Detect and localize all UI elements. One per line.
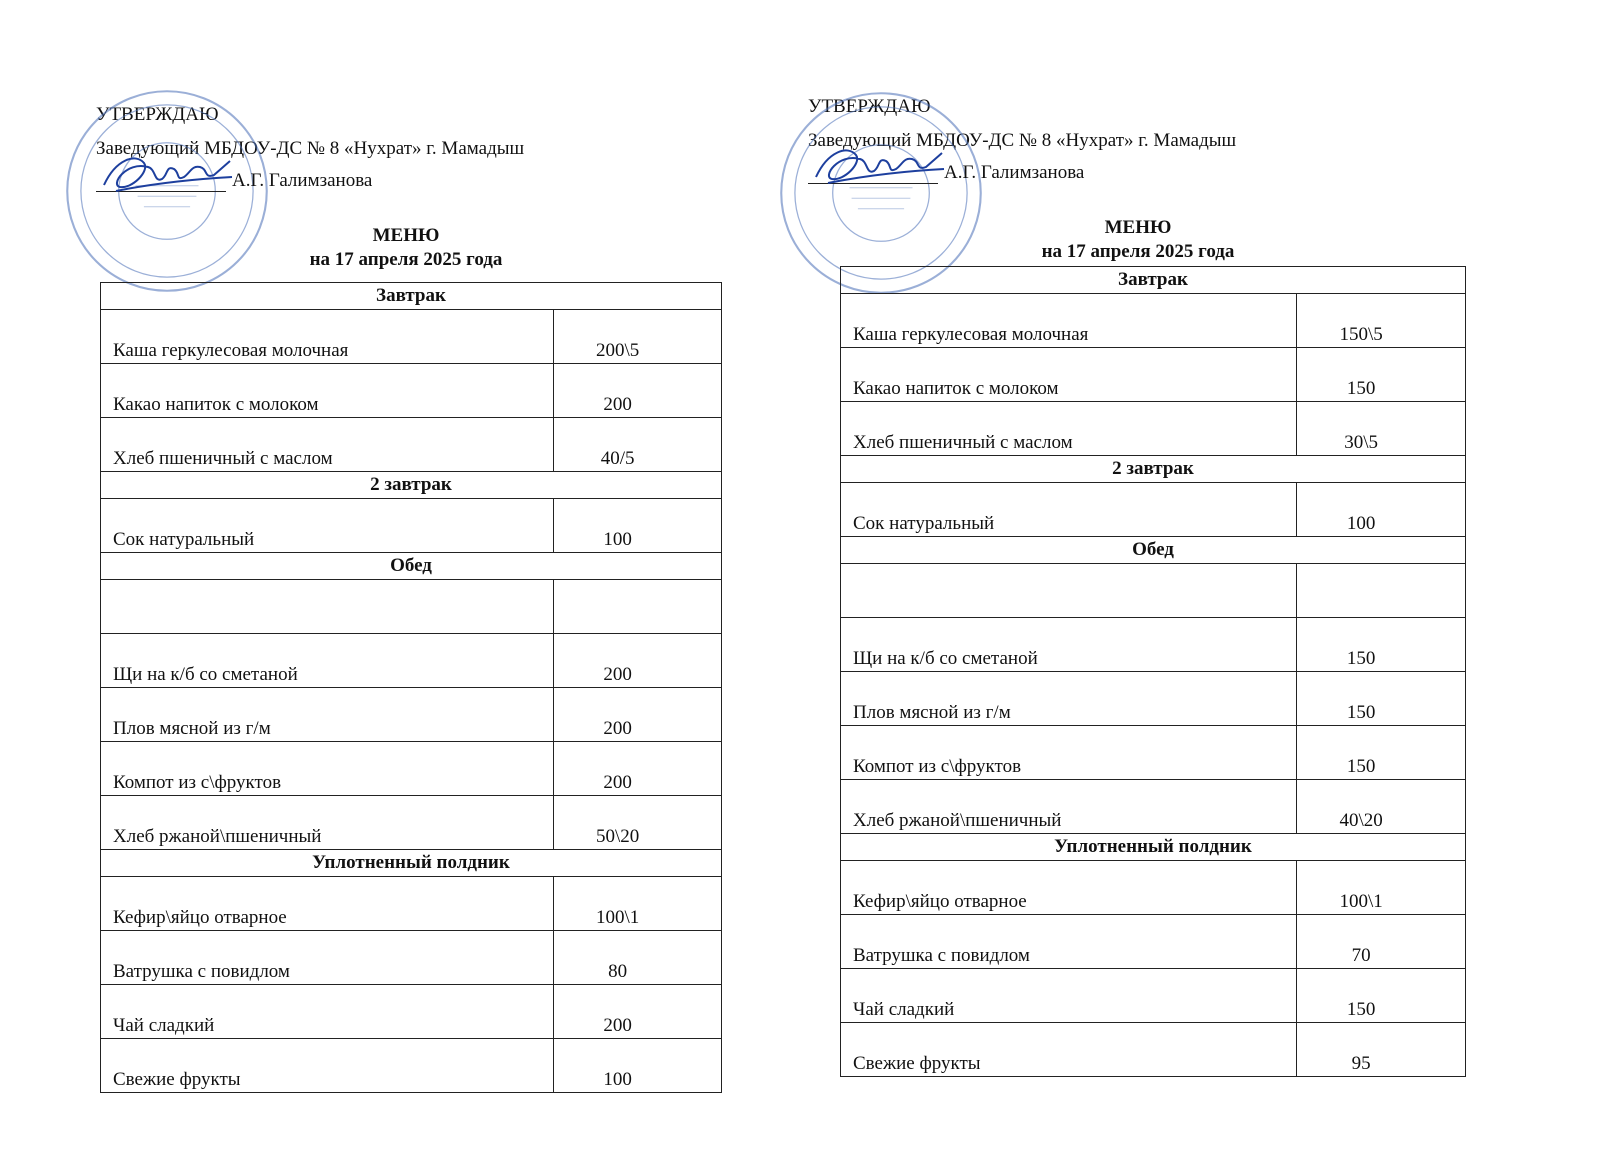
dish-name: Щи на к/б со сметаной (841, 618, 1297, 672)
portion-size: 200 (554, 364, 722, 418)
table-row (101, 310, 722, 364)
portion-size: 150 (1297, 726, 1466, 780)
portion-size: 200 (554, 985, 722, 1039)
section-header-row (101, 472, 722, 499)
table-row (101, 877, 722, 931)
dish-name: Кефир\яйцо отварное (101, 877, 554, 931)
table-row (101, 580, 722, 634)
portion-size: 70 (1297, 915, 1466, 969)
menu-copy-left (96, 104, 640, 1090)
section-header-row (841, 267, 1466, 294)
section-title: Уплотненный полдник (101, 850, 722, 877)
table-row (101, 418, 722, 472)
section-header-row (101, 283, 722, 310)
table-row (101, 931, 722, 985)
portion-size: 150 (1297, 348, 1466, 402)
menu-title: МЕНЮ (1104, 217, 1172, 238)
section-title: 2 завтрак (841, 456, 1466, 483)
head-name: А.Г. Галимзанова (944, 162, 1085, 183)
dish-name (101, 580, 554, 634)
menu-title-block (808, 216, 1468, 264)
portion-size: 30\5 (1297, 402, 1466, 456)
portion-size: 100\1 (1297, 861, 1466, 915)
dish-name: Щи на к/б со сметаной (101, 634, 554, 688)
table-row (101, 742, 722, 796)
table-row (101, 985, 722, 1039)
dish-name: Какао напиток с молоком (101, 364, 554, 418)
table-row (841, 780, 1466, 834)
menu-title: МЕНЮ (372, 225, 440, 246)
section-header-row (101, 553, 722, 580)
portion-size: 200 (554, 742, 722, 796)
menu-body (841, 267, 1466, 1077)
table-row (841, 915, 1466, 969)
dish-name: Хлеб ржаной\пшеничный (841, 780, 1297, 834)
table-row (841, 483, 1466, 537)
signature-blank (96, 171, 226, 192)
section-title: Уплотненный полдник (841, 834, 1466, 861)
head-name: А.Г. Галимзанова (232, 170, 373, 191)
portion-size: 50\20 (554, 796, 722, 850)
section-title: Обед (841, 537, 1466, 564)
table-row (841, 294, 1466, 348)
dish-name: Какао напиток с молоком (841, 348, 1297, 402)
signature-line (96, 170, 524, 192)
menu-table (840, 266, 1466, 1077)
table-row (101, 1039, 722, 1093)
portion-size: 100\1 (554, 877, 722, 931)
menu-table (100, 282, 722, 1093)
table-row (101, 364, 722, 418)
table-row (841, 348, 1466, 402)
portion-size: 200 (554, 634, 722, 688)
portion-size: 40/5 (554, 418, 722, 472)
dish-name: Компот из с\фруктов (101, 742, 554, 796)
section-header-row (841, 456, 1466, 483)
table-row (841, 726, 1466, 780)
menu-body (101, 283, 722, 1093)
dish-name: Сок натуральный (841, 483, 1297, 537)
dish-name: Хлеб ржаной\пшеничный (101, 796, 554, 850)
dish-name: Каша геркулесовая молочная (101, 310, 554, 364)
approve-word: УТВЕРЖДАЮ (96, 104, 219, 125)
table-row (841, 969, 1466, 1023)
dish-name: Хлеб пшеничный с маслом (841, 402, 1297, 456)
dish-name: Свежие фрукты (841, 1023, 1297, 1077)
table-row (101, 796, 722, 850)
dish-name: Плов мясной из г/м (101, 688, 554, 742)
section-header-row (101, 850, 722, 877)
portion-size (554, 580, 722, 634)
portion-size: 200 (554, 688, 722, 742)
table-row (841, 402, 1466, 456)
dish-name: Свежие фрукты (101, 1039, 554, 1093)
signature-icon (96, 149, 236, 197)
portion-size: 100 (554, 499, 722, 553)
dish-name: Кефир\яйцо отварное (841, 861, 1297, 915)
section-title: Обед (101, 553, 722, 580)
menu-copy-right (808, 96, 1383, 1074)
dish-name: Чай сладкий (101, 985, 554, 1039)
table-row (841, 618, 1466, 672)
dish-name: Хлеб пшеничный с маслом (101, 418, 554, 472)
signature-line (808, 162, 1236, 184)
portion-size (1297, 564, 1466, 618)
dish-name: Чай сладкий (841, 969, 1297, 1023)
portion-size: 95 (1297, 1023, 1466, 1077)
portion-size: 200\5 (554, 310, 722, 364)
dish-name: Плов мясной из г/м (841, 672, 1297, 726)
section-header-row (841, 834, 1466, 861)
portion-size: 40\20 (1297, 780, 1466, 834)
head-position: Заведующий МБДОУ-ДС № 8 «Нухрат» г. Мамадыш (808, 130, 1237, 151)
section-title: Завтрак (101, 283, 722, 310)
portion-size: 150 (1297, 618, 1466, 672)
approve-word: УТВЕРЖДАЮ (808, 96, 931, 117)
section-title: 2 завтрак (101, 472, 722, 499)
portion-size: 150 (1297, 672, 1466, 726)
signature-icon (808, 141, 948, 189)
portion-size: 150\5 (1297, 294, 1466, 348)
menu-title-block (96, 224, 716, 272)
dish-name: Ватрушка с повидлом (101, 931, 554, 985)
menu-date: на 17 апреля 2025 года (1041, 241, 1235, 262)
section-title: Завтрак (841, 267, 1466, 294)
portion-size: 150 (1297, 969, 1466, 1023)
table-row (841, 672, 1466, 726)
signature-blank (808, 163, 938, 184)
dish-name: Компот из с\фруктов (841, 726, 1297, 780)
portion-size: 100 (554, 1039, 722, 1093)
dish-name: Ватрушка с повидлом (841, 915, 1297, 969)
section-header-row (841, 537, 1466, 564)
table-row (101, 499, 722, 553)
table-row (841, 1023, 1466, 1077)
menu-date: на 17 апреля 2025 года (309, 249, 503, 270)
dish-name: Сок натуральный (101, 499, 554, 553)
portion-size: 80 (554, 931, 722, 985)
table-row (841, 861, 1466, 915)
dish-name: Каша геркулесовая молочная (841, 294, 1297, 348)
dish-name (841, 564, 1297, 618)
head-position: Заведующий МБДОУ-ДС № 8 «Нухрат» г. Мамадыш (96, 138, 525, 159)
table-row (101, 634, 722, 688)
table-row (101, 688, 722, 742)
portion-size: 100 (1297, 483, 1466, 537)
table-row (841, 564, 1466, 618)
